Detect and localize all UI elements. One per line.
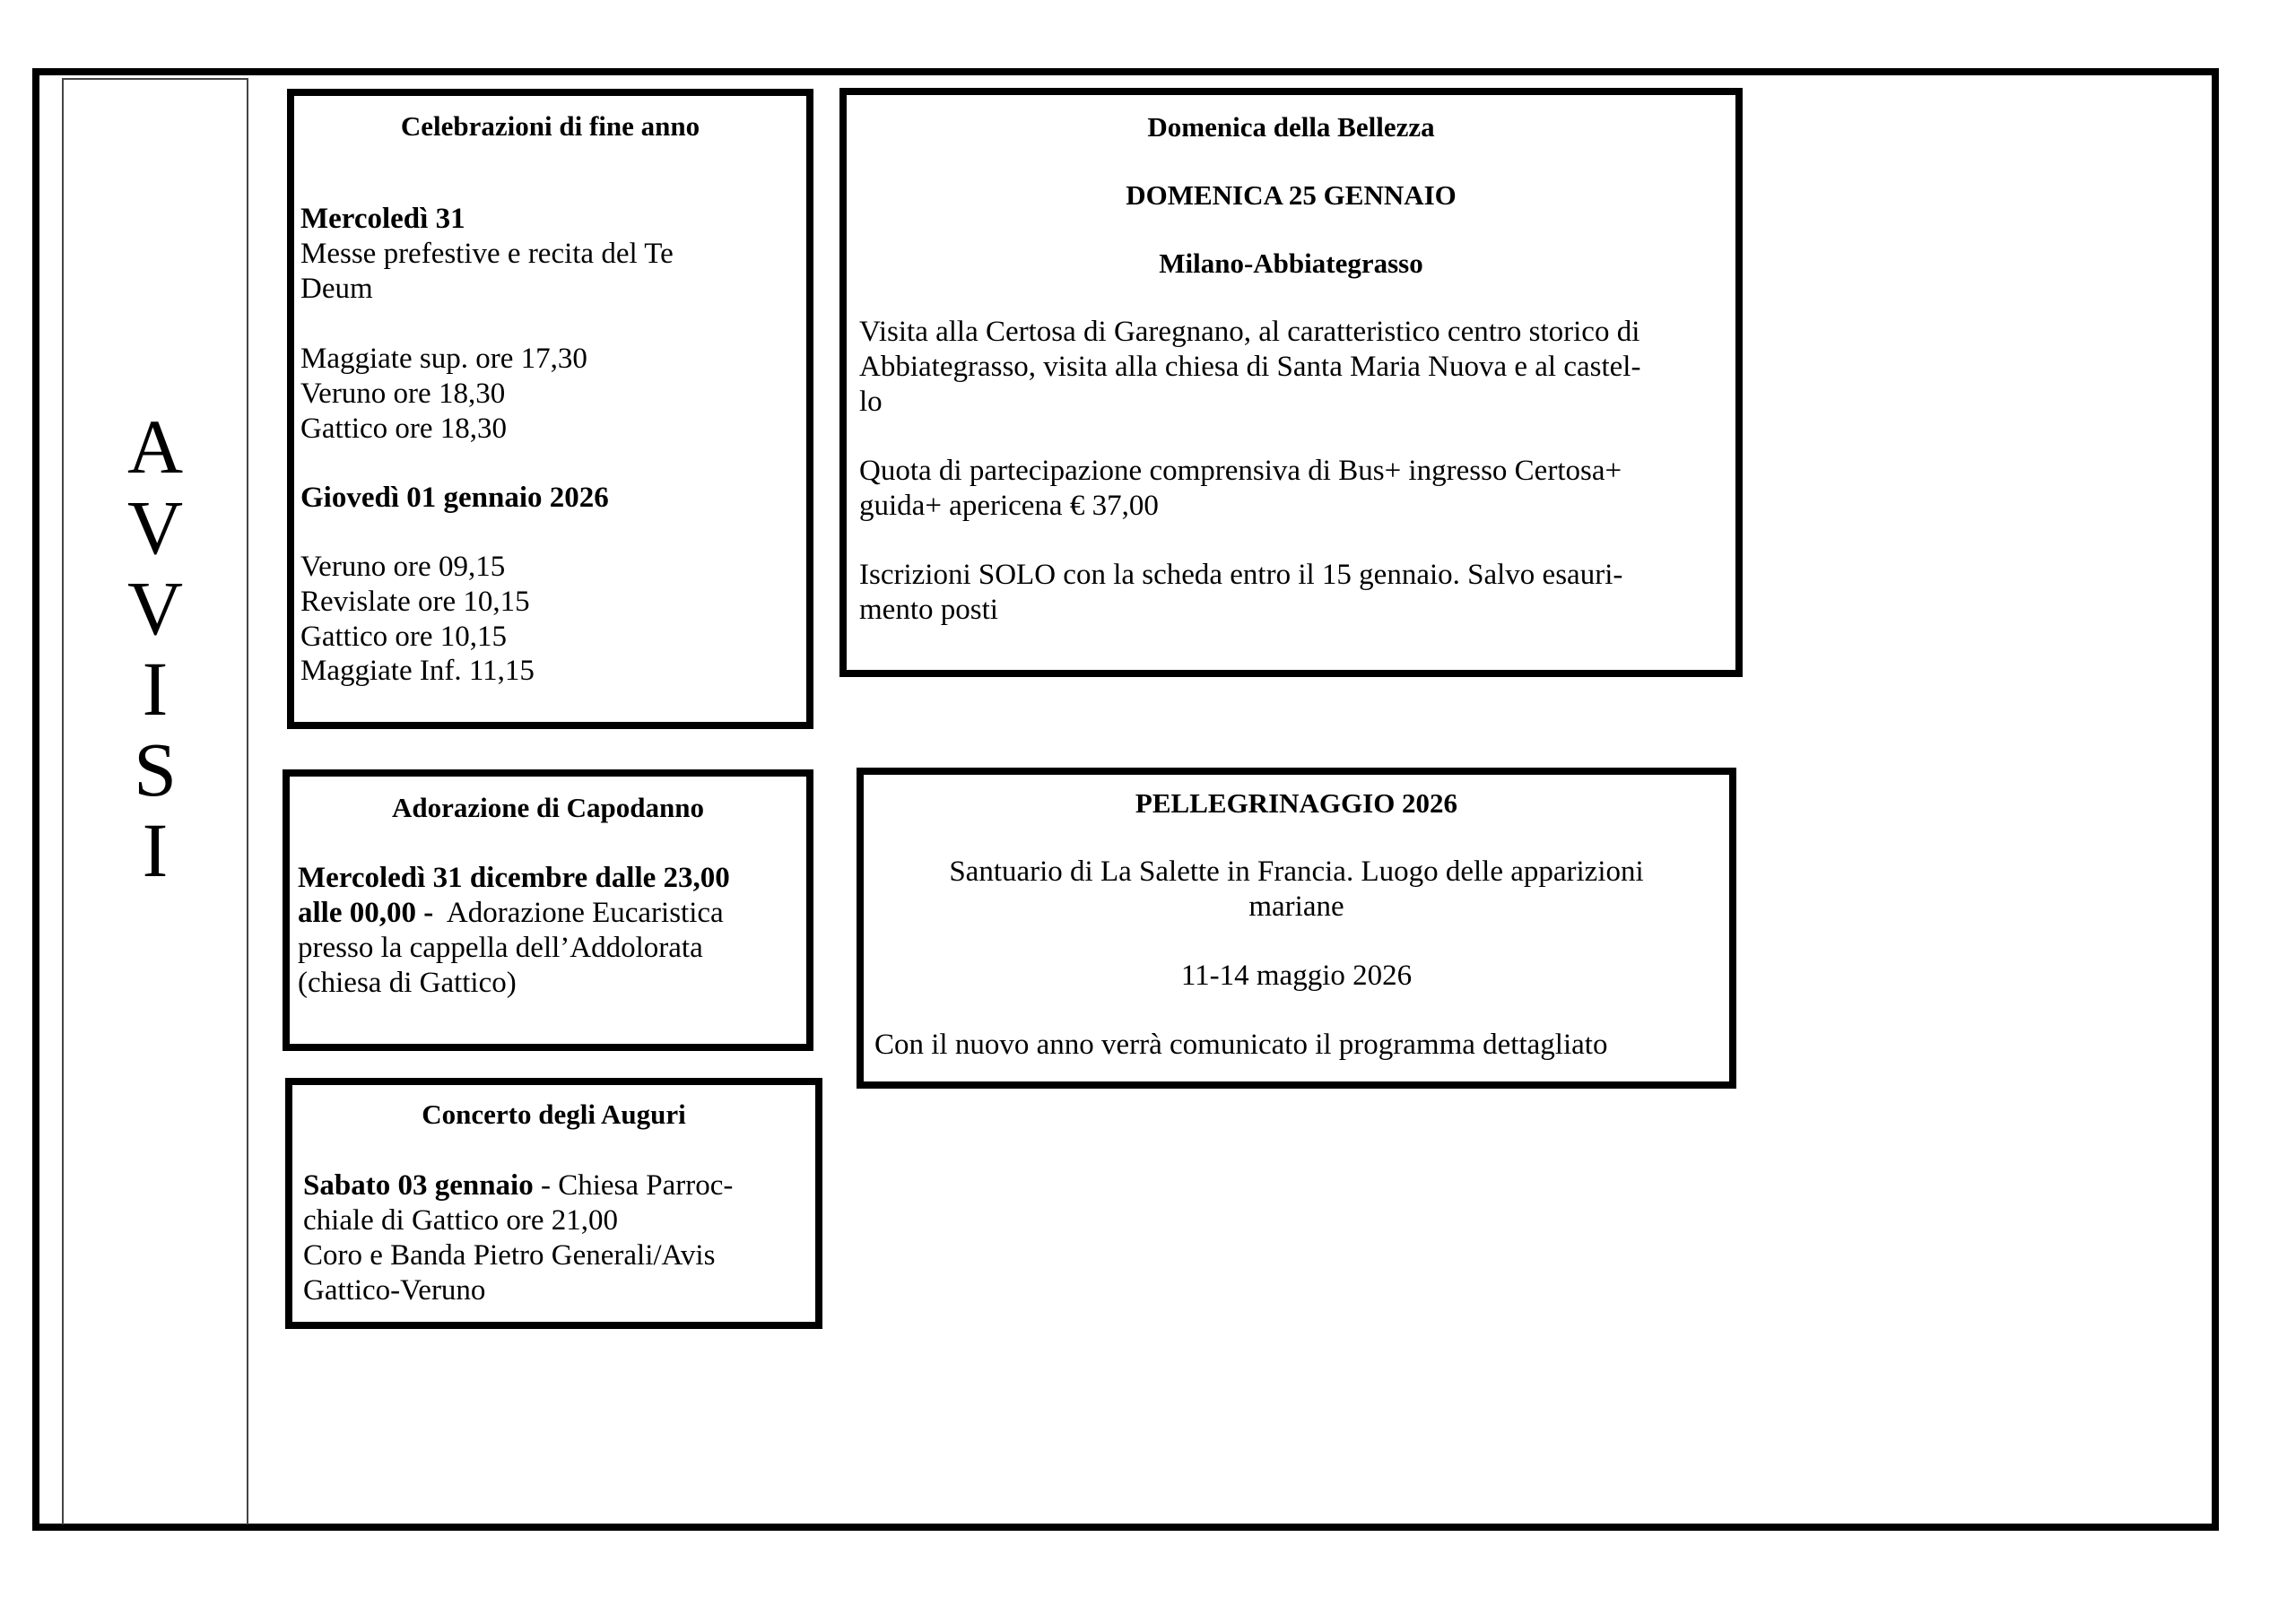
mass-time: Gattico ore 18,30 <box>300 413 508 445</box>
notice-title: Adorazione di Capodanno <box>392 792 704 823</box>
concerto-description: - Chiesa Parroc- <box>533 1169 734 1202</box>
notice-adorazione <box>283 769 813 1051</box>
notice-pellegrinaggio <box>857 768 1736 1089</box>
notice-title: Concerto degli Auguri <box>422 1099 686 1130</box>
visit-description: lo <box>859 386 883 418</box>
avvisi-letter: V <box>126 565 184 651</box>
notice-title: Domenica della Bellezza <box>1147 111 1435 143</box>
adorazione-time: alle 00,00 - <box>298 897 434 929</box>
day-description: Messe prefestive e recita del Te <box>300 238 674 270</box>
mass-time: Gattico ore 10,15 <box>300 621 508 653</box>
adorazione-description: presso la cappella dell’Addolorata <box>298 932 703 964</box>
day-description: Deum <box>300 273 373 305</box>
pilgrimage-dates: 11-14 maggio 2026 <box>1180 960 1413 992</box>
notice-domenica-bellezza <box>839 88 1743 677</box>
mass-time: Veruno ore 18,30 <box>300 378 506 410</box>
registration-info: mento posti <box>859 594 998 626</box>
mass-time: Veruno ore 09,15 <box>300 551 506 583</box>
concerto-date: Sabato 03 gennaio <box>303 1169 534 1202</box>
visit-description: Visita alla Certosa di Garegnano, al caratteristico centro storico di <box>859 316 1640 348</box>
day-heading: Mercoledì 31 <box>300 203 465 235</box>
event-place: Milano-Abbiategrasso <box>1159 248 1423 279</box>
concerto-description: Coro e Banda Pietro Generali/Avis <box>303 1239 716 1272</box>
mass-time: Maggiate Inf. 11,15 <box>300 655 535 687</box>
pilgrimage-description: mariane <box>1248 890 1344 923</box>
concerto-line <box>303 1168 733 1203</box>
adorazione-description: (chiesa di Gattico) <box>298 967 517 999</box>
avvisi-column <box>62 78 248 1524</box>
concerto-description: chiale di Gattico ore 21,00 <box>303 1204 618 1237</box>
registration-info: Iscrizioni SOLO con la scheda entro il 15 gennaio. Salvo esauri- <box>859 559 1623 591</box>
avvisi-letter: I <box>142 807 169 893</box>
notice-celebrazioni <box>287 89 813 729</box>
avvisi-letter: V <box>126 484 184 570</box>
notice-title: PELLEGRINAGGIO 2026 <box>1135 787 1458 819</box>
pilgrimage-description: Santuario di La Salette in Francia. Luogo delle apparizioni <box>949 855 1644 888</box>
adorazione-time: Mercoledì 31 dicembre dalle 23,00 <box>298 862 730 894</box>
adorazione-line <box>298 896 724 931</box>
notice-concerto <box>285 1078 822 1329</box>
event-date: DOMENICA 25 GENNAIO <box>1126 179 1457 211</box>
avvisi-letter: A <box>126 404 184 490</box>
concerto-description: Gattico-Veruno <box>303 1274 486 1307</box>
visit-description: Abbiategrasso, visita alla chiesa di Santa Maria Nuova e al castel- <box>859 351 1641 383</box>
notice-title: Celebrazioni di fine anno <box>400 110 700 142</box>
mass-time: Maggiate sup. ore 17,30 <box>300 343 587 375</box>
avvisi-letter: I <box>142 646 169 732</box>
pilgrimage-note: Con il nuovo anno verrà comunicato il programma dettagliato <box>874 1029 1608 1061</box>
price-info: Quota di partecipazione comprensiva di Bus+ ingresso Certosa+ <box>859 455 1622 487</box>
mass-time: Revislate ore 10,15 <box>300 586 530 618</box>
price-info: guida+ apericena € 37,00 <box>859 490 1159 522</box>
day-heading: Giovedì 01 gennaio 2026 <box>300 482 609 514</box>
adorazione-description: Adorazione Eucaristica <box>433 897 724 929</box>
avvisi-letter: S <box>134 726 177 812</box>
